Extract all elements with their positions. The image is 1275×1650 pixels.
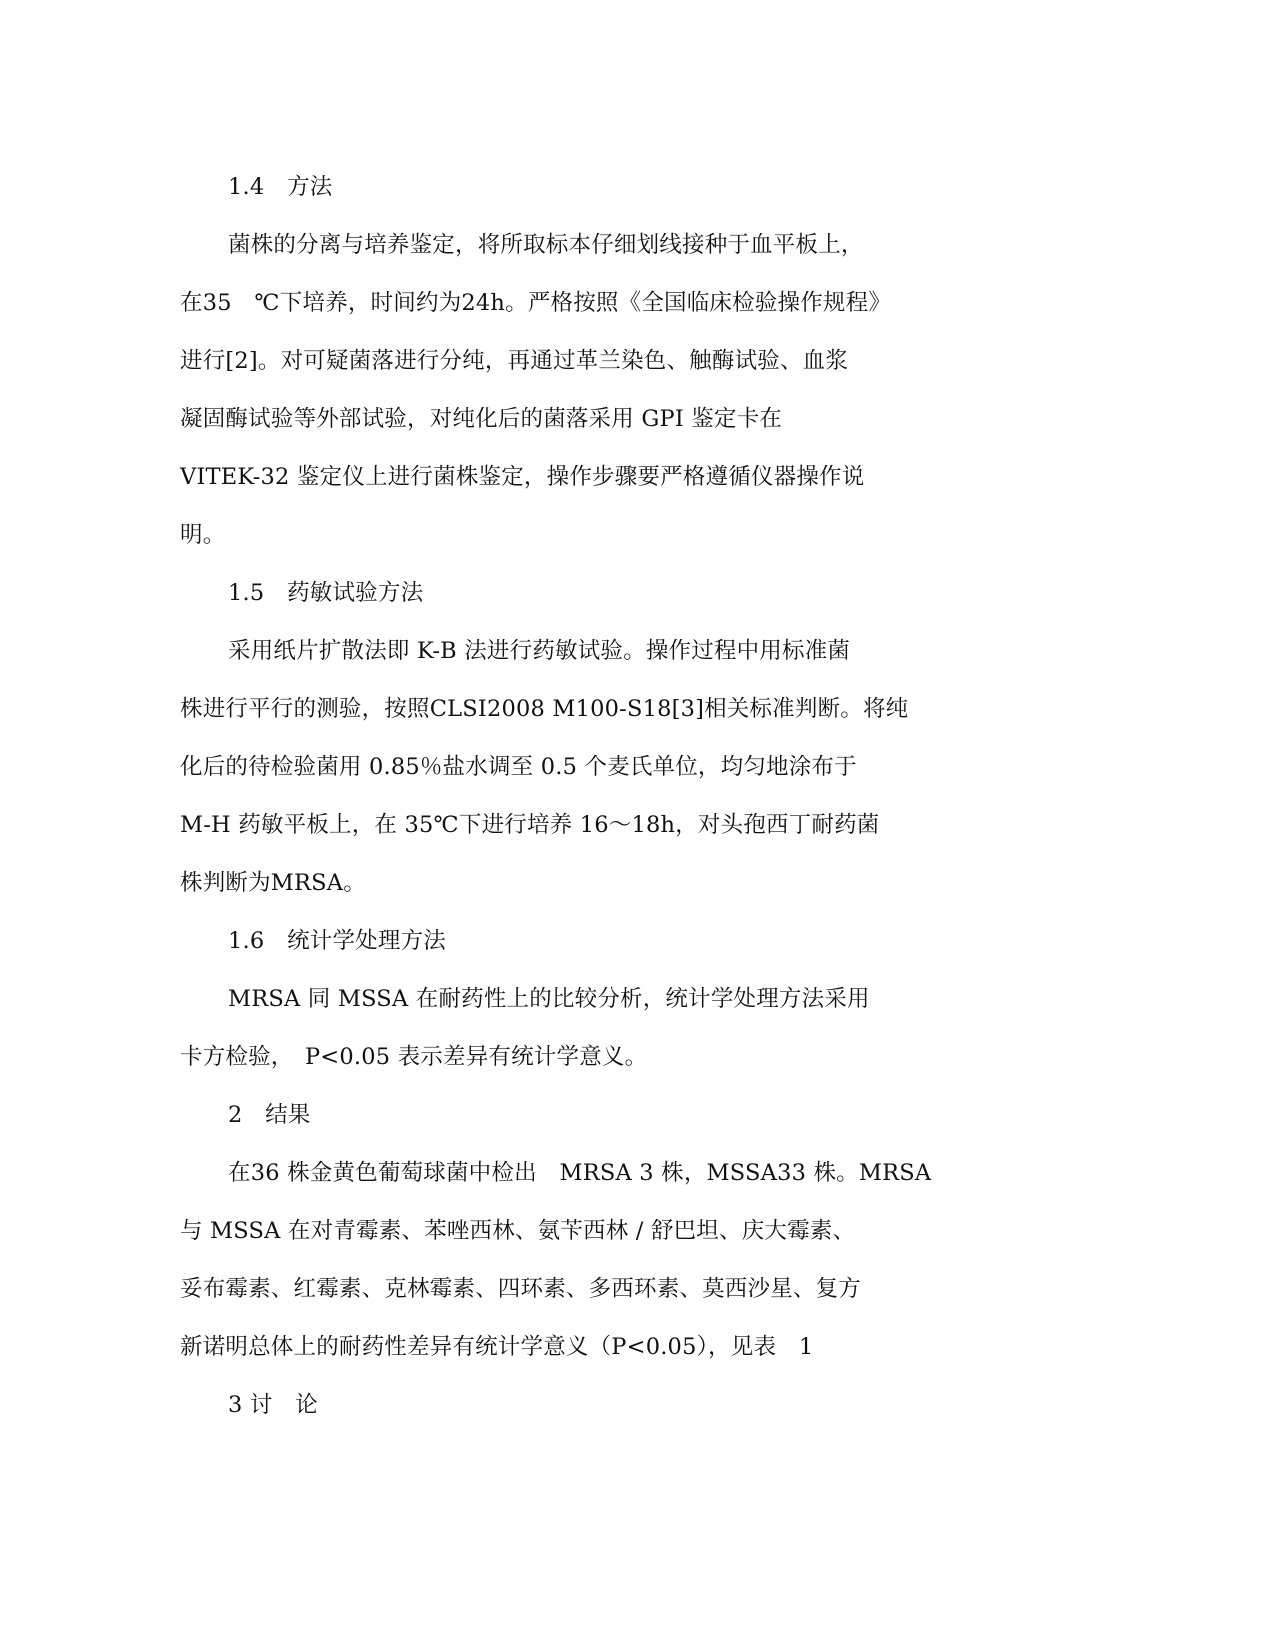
paragraph-line: VITEK-32 鉴定仪上进行菌株鉴定，操作步骤要严格遵循仪器操作说 (180, 464, 865, 490)
paragraph-line: 在35 ℃下培养，时间约为24h。严格按照《全国临床检验操作规程》 (180, 290, 892, 316)
paragraph-line: 化后的待检验菌用 0.85％盐水调至 0.5 个麦氏单位，均匀地涂布于 (180, 754, 857, 780)
paragraph-line: 在36 株金黄色葡萄球菌中检出 MRSA 3 株，MSSA33 株。MRSA (228, 1160, 932, 1186)
section-heading-2: 2 结果 (228, 1102, 311, 1128)
paragraph-line: 明。 (180, 522, 226, 548)
section-heading-1-6: 1.6 统计学处理方法 (228, 928, 446, 954)
section-heading-1-4: 1.4 方法 (228, 174, 333, 200)
paragraph-line: 与 MSSA 在对青霉素、苯唑西林、氨苄西林 / 舒巴坦、庆大霉素、 (180, 1218, 856, 1244)
section-heading-3: 3 讨 论 (228, 1392, 318, 1418)
paragraph-line: 株判断为MRSA。 (180, 870, 366, 896)
paragraph-line: 采用纸片扩散法即 K-B 法进行药敏试验。操作过程中用标准菌 (228, 638, 851, 664)
paragraph-line: 卡方检验， P<0.05 表示差异有统计学意义。 (180, 1044, 648, 1070)
paragraph-line: 进行[2]。对可疑菌落进行分纯，再通过革兰染色、触酶试验、血浆 (180, 348, 849, 374)
paragraph-line: 新诺明总体上的耐药性差异有统计学意义（P<0.05），见表 1 (180, 1334, 814, 1360)
paragraph-line: M-H 药敏平板上，在 35℃下进行培养 16～18h，对头孢西丁耐药菌 (180, 812, 880, 838)
paragraph-line: MRSA 同 MSSA 在耐药性上的比较分析，统计学处理方法采用 (228, 986, 870, 1012)
paragraph-line: 妥布霉素、红霉素、克林霉素、四环素、多西环素、莫西沙星、复方 (180, 1276, 862, 1302)
paragraph-line: 株进行平行的测验，按照CLSI2008 M100-S18[3]相关标准判断。将纯 (180, 696, 909, 722)
paragraph-line: 凝固酶试验等外部试验，对纯化后的菌落采用 GPI 鉴定卡在 (180, 406, 783, 432)
paragraph-line: 菌株的分离与培养鉴定，将所取标本仔细划线接种于血平板上， (228, 232, 864, 258)
section-heading-1-5: 1.5 药敏试验方法 (228, 580, 424, 606)
